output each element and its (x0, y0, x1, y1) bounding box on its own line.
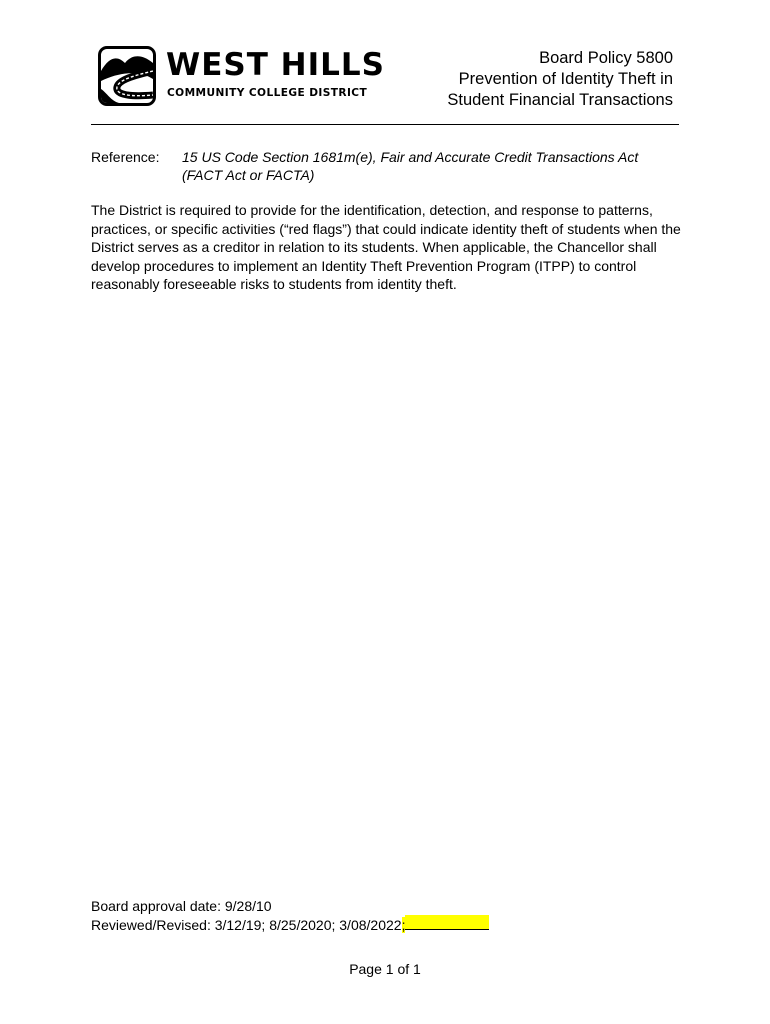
header-divider (91, 124, 679, 125)
reference-line1: 15 US Code Section 1681m(e), Fair and Accurate Credit Transactions Act (182, 149, 639, 165)
policy-title-line2: Student Financial Transactions (447, 91, 673, 109)
policy-title-line1: Prevention of Identity Theft in (458, 70, 673, 88)
logo-subtitle: COMMUNITY COLLEGE DISTRICT (167, 87, 368, 99)
logo-title: WEST HILLS (166, 47, 385, 83)
district-logo (98, 46, 385, 108)
revision-blank-line (405, 915, 489, 930)
reference-citation (182, 148, 682, 184)
policy-header (447, 48, 673, 111)
reference-line2: (FACT Act or FACTA) (182, 167, 315, 183)
page-number: Page 1 of 1 (349, 961, 421, 977)
revision-highlight: ; (401, 917, 406, 933)
approval-date: Board approval date: 9/28/10 (91, 898, 272, 914)
policy-number: Board Policy 5800 (539, 49, 673, 67)
policy-body-paragraph: The District is required to provide for the identification, detection, and response to patterns, practices, or specific activities (“red flags”) that could indicate identity theft of students when the District serves as a creditor in relation to its students. When applicable, the Chancellor shall develop procedures to implement an Identity Theft Prevention Program (ITPP) to control reasonably foreseeable risks to students from identity theft. (91, 202, 681, 292)
document-footer (91, 897, 489, 934)
revision-dates: Reviewed/Revised: 3/12/19; 8/25/2020; 3/08/2022 (91, 917, 402, 933)
revision-history (91, 915, 489, 934)
reference-label: Reference: (91, 149, 160, 165)
hills-road-icon (98, 46, 156, 106)
